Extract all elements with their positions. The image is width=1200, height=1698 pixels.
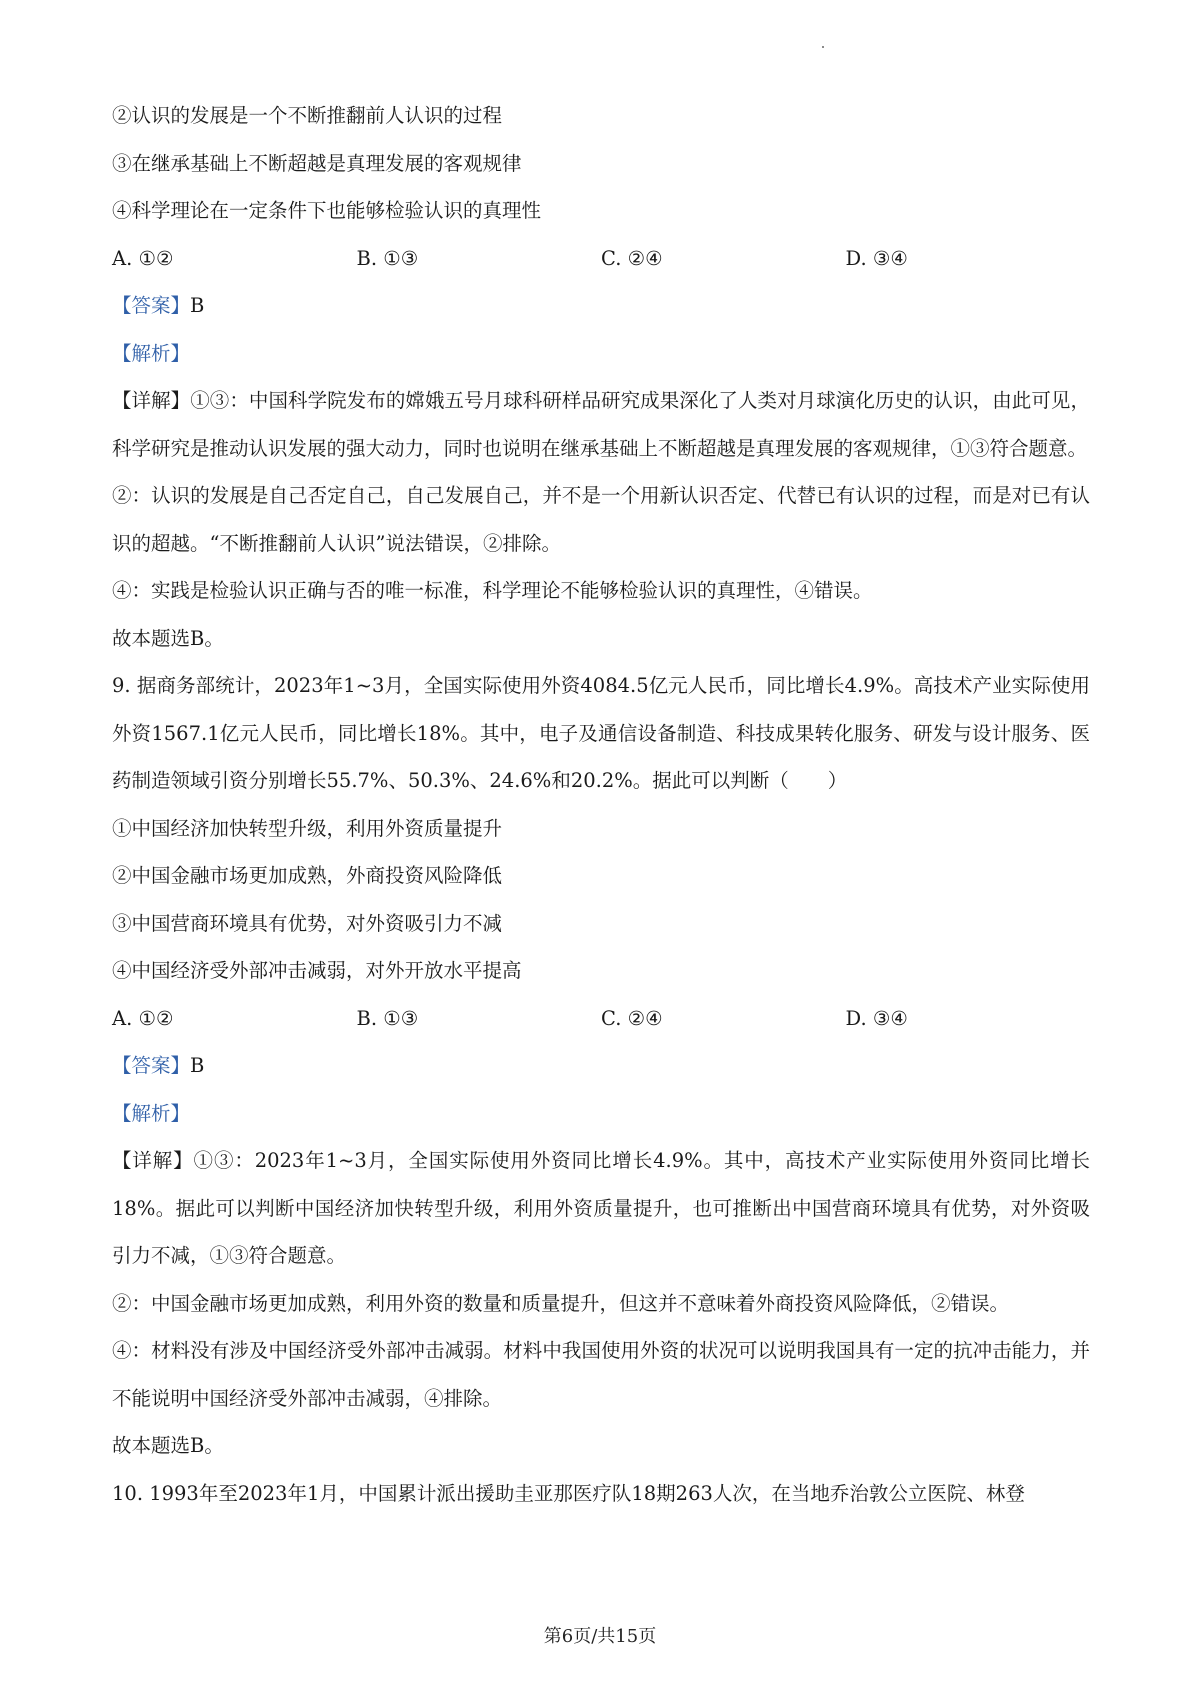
q9-answer-value: B bbox=[190, 1054, 205, 1077]
q10-stem: 10. 1993年至2023年1月，中国累计派出援助圭亚那医疗队18期263人次，在当地乔治敦公立医院、林登 bbox=[112, 1481, 1025, 1505]
q8-option-d: D. ③④ bbox=[845, 246, 908, 270]
q9-option-a: A. ①② bbox=[112, 1006, 174, 1030]
q9-item-3: ③中国营商环境具有优势，对外资吸引力不减 bbox=[112, 911, 503, 935]
q8-option-b: B. ①③ bbox=[356, 246, 419, 270]
q8-detail-3: ④：实践是检验认识正确与否的唯一标准，科学理论不能够检验认识的真理性，④错误。 bbox=[112, 579, 873, 602]
q9-answer-tag: 【答案】 bbox=[112, 1054, 191, 1077]
q8-analysis-tag: 【解析】 bbox=[112, 341, 191, 365]
q9-item-2: ②中国金融市场更加成熟，外商投资风险降低 bbox=[112, 864, 503, 887]
q9-answer bbox=[112, 1042, 1090, 1090]
q9-detail-2: ②：中国金融市场更加成熟，利用外资的数量和质量提升，但这并不意味着外商投资风险降低，②错误。 bbox=[112, 1291, 1010, 1315]
q8-detail-2: ②：认识的发展是自己否定自己，自己发展自己，并不是一个用新认识否定、代替已有认识的过程，而是对已有认识的超越。“不断推翻前人认识”说法错误，②排除。 bbox=[112, 484, 1090, 555]
q9-option-d: D. ③④ bbox=[845, 1006, 908, 1030]
q9-options bbox=[112, 995, 1090, 1043]
q8-options bbox=[112, 235, 1090, 283]
q9-option-b: B. ①③ bbox=[356, 1006, 419, 1030]
q9-detail-1: 【详解】①③：2023年1~3月，全国实际使用外资同比增长4.9%。其中，高技术产业实际使用外资同比增长18%。据此可以判断中国经济加快转型升级，利用外资质量提升，也可推断出中国营商环境具有优势，对外资吸引力不减，①③符合题意。 bbox=[112, 1149, 1090, 1267]
q8-conclusion: 故本题选B。 bbox=[112, 626, 224, 650]
q8-detail-1: 【详解】①③：中国科学院发布的嫦娥五号月球科研样品研究成果深化了人类对月球演化历史的认识，由此可见，科学研究是推动认识发展的强大动力，同时也说明在继承基础上不断超越是真理发展的客观规律，①③符合题意。 bbox=[112, 389, 1090, 460]
q8-item-4: ④科学理论在一定条件下也能够检验认识的真理性 bbox=[112, 199, 542, 222]
document-body bbox=[112, 92, 1090, 1517]
q9-analysis-tag: 【解析】 bbox=[112, 1101, 191, 1125]
q8-answer bbox=[112, 282, 1090, 330]
q8-option-a: A. ①② bbox=[112, 246, 174, 270]
q8-item-2: ②认识的发展是一个不断推翻前人认识的过程 bbox=[112, 104, 503, 127]
q9-conclusion: 故本题选B。 bbox=[112, 1434, 224, 1457]
q9-item-1: ①中国经济加快转型升级，利用外资质量提升 bbox=[112, 816, 503, 840]
q9-item-4: ④中国经济受外部冲击减弱，对外开放水平提高 bbox=[112, 959, 522, 982]
q8-answer-tag: 【答案】 bbox=[112, 294, 191, 317]
q9-detail-3: ④：材料没有涉及中国经济受外部冲击减弱。材料中我国使用外资的状况可以说明我国具有一定的抗冲击能力，并不能说明中国经济受外部冲击减弱，④排除。 bbox=[112, 1339, 1090, 1410]
q9-option-c: C. ②④ bbox=[601, 1006, 663, 1030]
q8-item-3: ③在继承基础上不断超越是真理发展的客观规律 bbox=[112, 151, 522, 175]
q8-answer-value: B bbox=[190, 294, 205, 317]
q9-stem: 9. 据商务部统计，2023年1~3月，全国实际使用外资4084.5亿元人民币，同比增长4.9%。高技术产业实际使用外资1567.1亿元人民币，同比增长18%。其中，电子及通信设备制造、科技成果转化服务、研发与设计服务、医药制造领域引资分别增长55.7%、50.3%、24.6%和20.2%。据此可以判断（ ） bbox=[112, 674, 1090, 792]
q8-option-c: C. ②④ bbox=[601, 246, 663, 270]
page-footer: 第6页/共15页 bbox=[543, 1626, 657, 1647]
scan-dot bbox=[822, 46, 824, 48]
